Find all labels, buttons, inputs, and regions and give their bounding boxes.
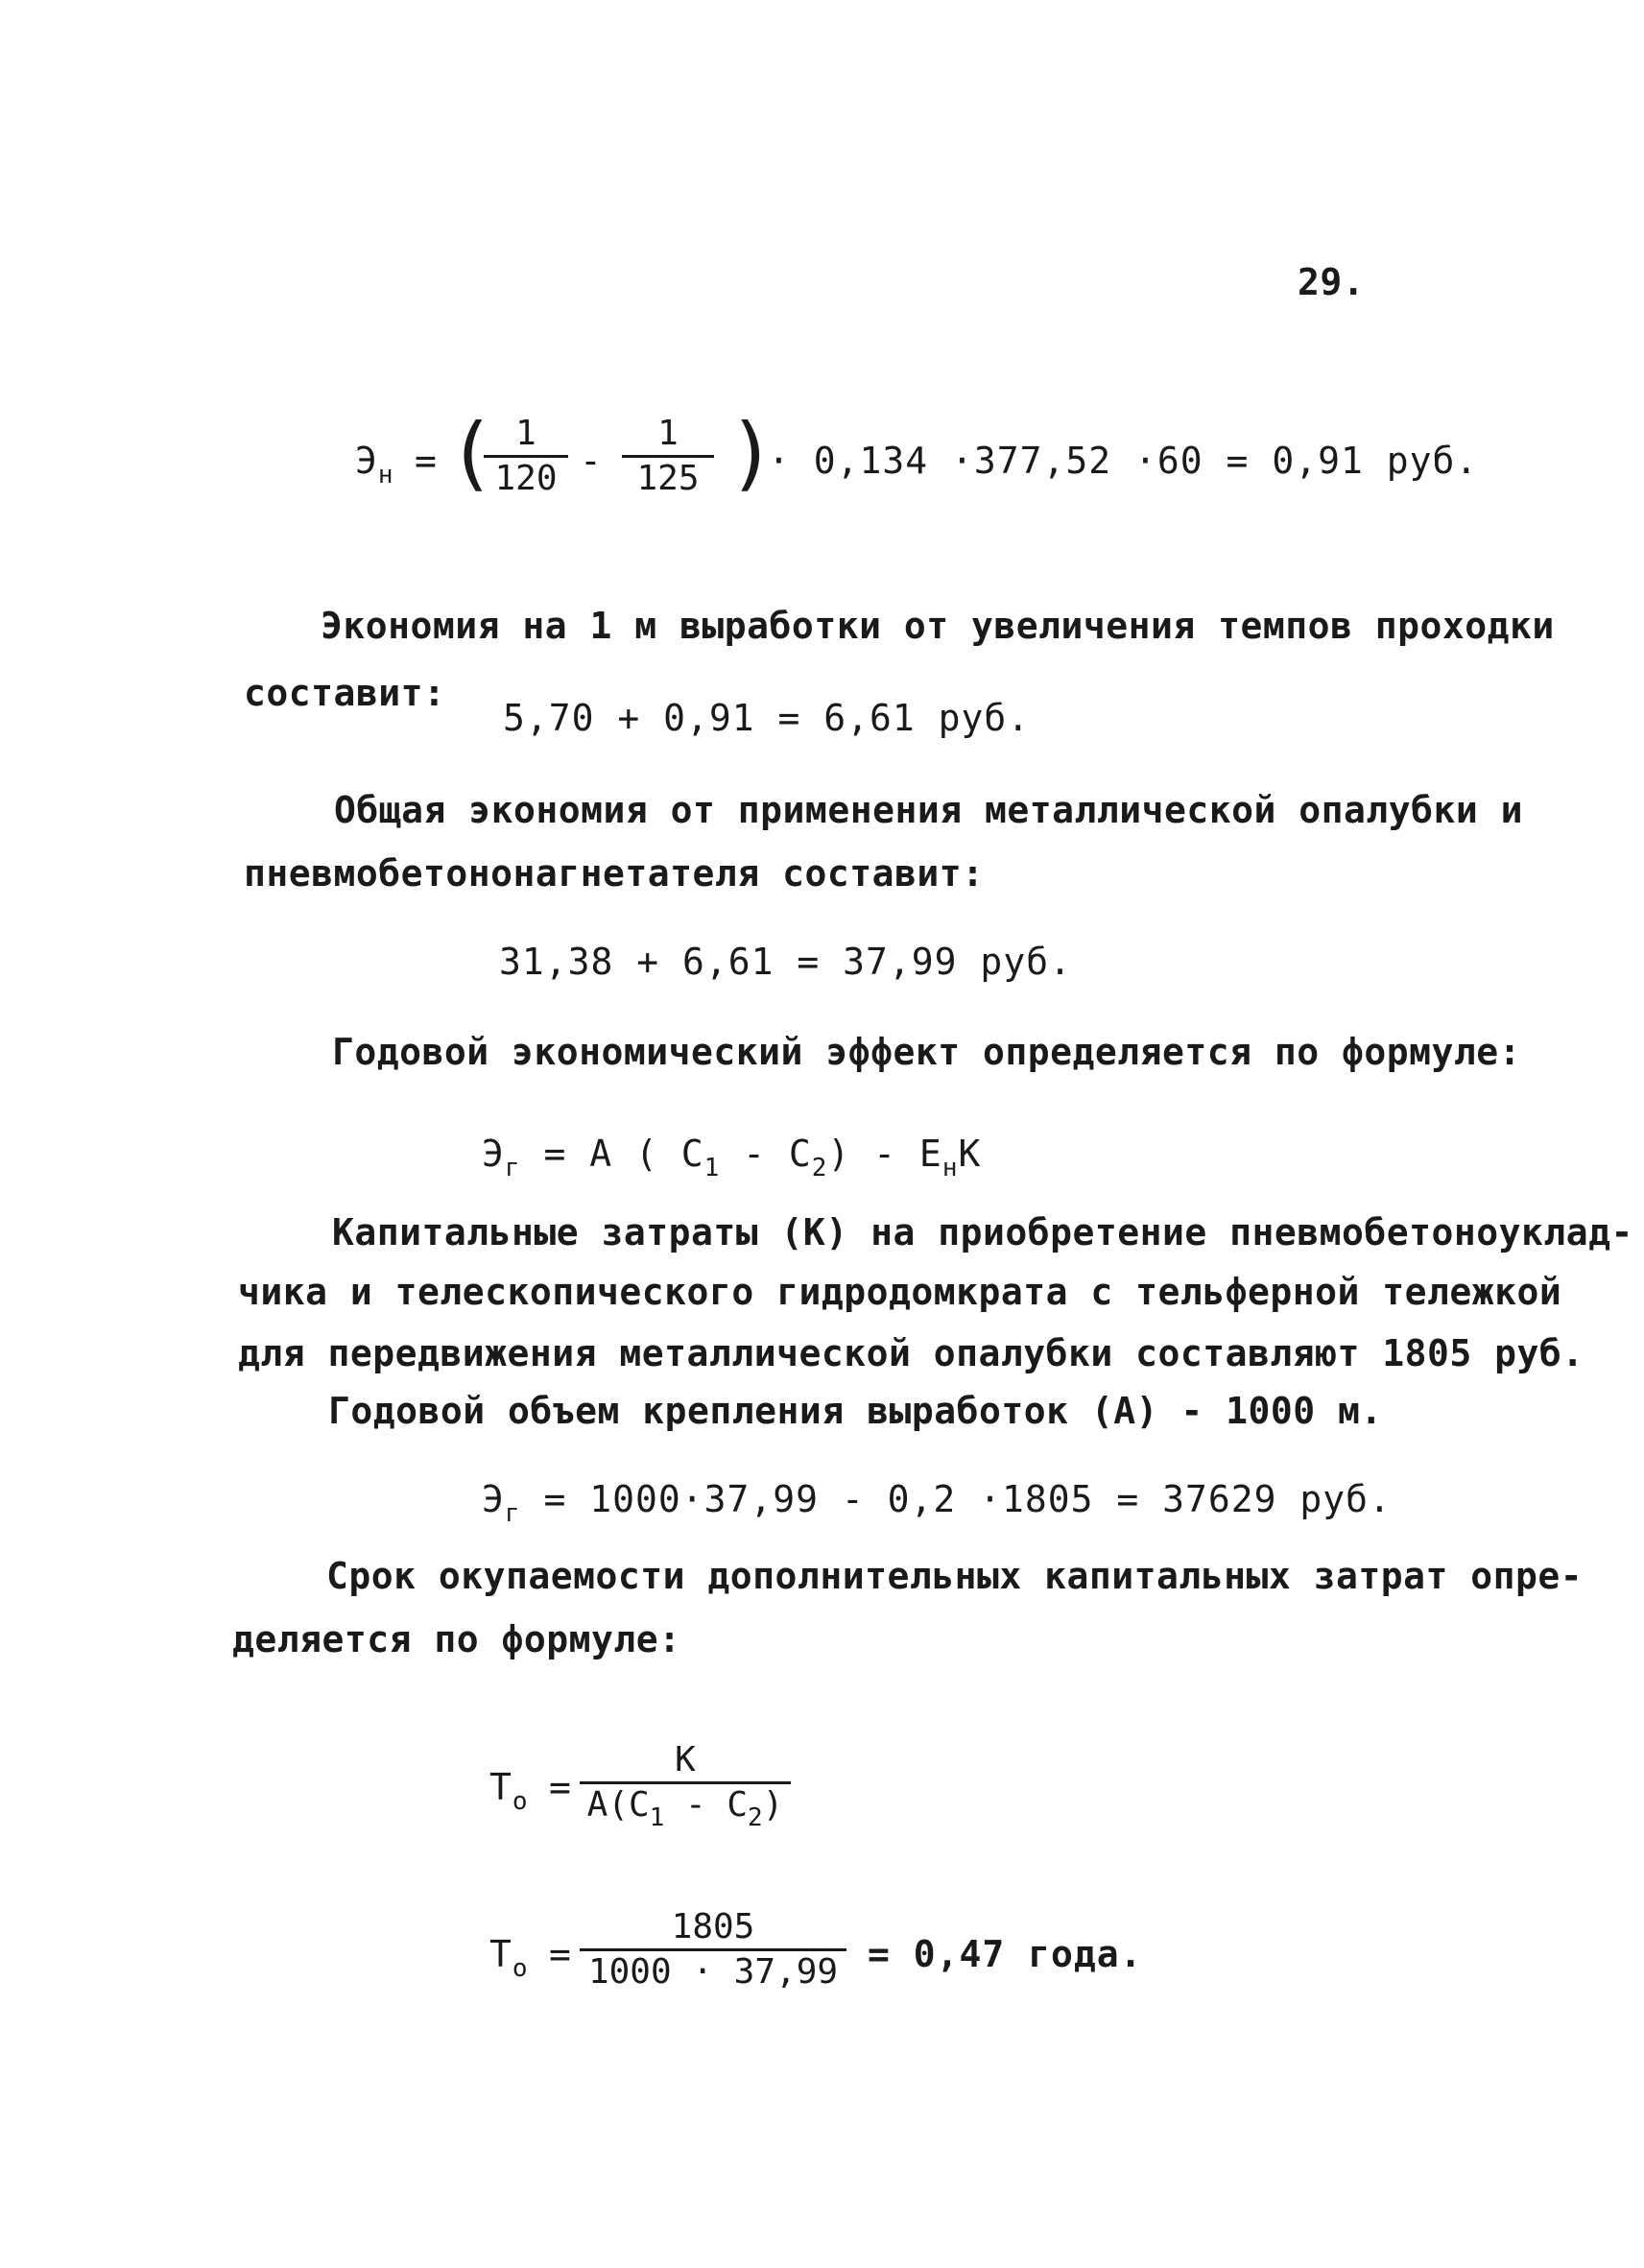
- eq1-left-paren: (: [447, 406, 496, 500]
- eq5-equals: =: [549, 1933, 572, 1975]
- equation-annual-effect: [482, 1133, 981, 1182]
- paragraph-savings-line1: Экономия на 1 м выработки от увеличения темпов проходки: [321, 605, 1555, 647]
- calc-total-savings: 31,38 + 6,61 = 37,99 руб.: [499, 941, 1072, 983]
- paragraph-savings-line2: составит:: [244, 672, 446, 714]
- eq4-numerator: К: [675, 1740, 696, 1779]
- eq1-frac1-numerator: 1: [515, 414, 536, 453]
- eq2-part3: ) - Е: [827, 1133, 942, 1175]
- eq1-frac2-denominator: 125: [636, 459, 700, 498]
- eq2-part4: К: [958, 1133, 982, 1175]
- eq1-fraction-1: [484, 413, 568, 500]
- eq4-denominator: [580, 1784, 791, 1839]
- eq4-den-sub2: 2: [748, 1803, 763, 1832]
- eq2-part1: = А ( С: [543, 1133, 704, 1175]
- paragraph-annual-effect: Годовой экономический эффект определяется по формуле:: [332, 1031, 1522, 1073]
- eq1-frac2-numerator: 1: [657, 414, 679, 453]
- eq4-equals: =: [549, 1766, 572, 1808]
- eq5-lhs-symbol: Т: [489, 1933, 512, 1975]
- eq1-minus: -: [580, 440, 603, 482]
- eq5-lhs-subscript: о: [512, 1954, 529, 1983]
- eq5-denominator: 1000 · 37,99: [587, 1952, 839, 1992]
- eq1-frac1-denominator: 120: [494, 459, 558, 498]
- eq1-equals: =: [415, 440, 438, 482]
- eq1-lhs: [355, 440, 394, 489]
- eq1-right-paren: ): [727, 406, 776, 500]
- eq5-numerator: 1805: [671, 1907, 755, 1946]
- calc-savings-per-meter: 5,70 + 0,91 = 6,61 руб.: [503, 697, 1031, 739]
- eq4-den-c: ): [762, 1785, 784, 1825]
- paragraph-capital-costs-line1: Капитальные затраты (К) на приобретение пневмобетоноуклад-: [332, 1211, 1633, 1253]
- paragraph-total-savings-line2: пневмобетононагнетателя составит:: [244, 852, 985, 895]
- paragraph-capital-costs-line2: чика и телескопического гидродомкрата с тельферной тележкой: [238, 1271, 1562, 1313]
- eq5-rhs: = 0,47 года.: [868, 1933, 1143, 1975]
- eq4-den-sub1: 1: [649, 1803, 665, 1832]
- eq3-lhs-subscript: г: [504, 1499, 521, 1528]
- eq2-sub3: н: [941, 1154, 959, 1182]
- eq3-lhs-symbol: Э: [482, 1478, 505, 1520]
- eq4-lhs-symbol: Т: [489, 1766, 512, 1808]
- eq4-lhs-subscript: о: [512, 1787, 529, 1816]
- eq5-lhs: [489, 1933, 529, 1983]
- eq4-den-a: А(С: [586, 1785, 650, 1825]
- eq1-lhs-symbol: Э: [355, 440, 378, 482]
- eq4-den-b: - С: [664, 1785, 749, 1825]
- paragraph-payback-line1: Срок окупаемости дополнительных капитальных затрат опре-: [326, 1555, 1584, 1597]
- eq2-sub1: 1: [703, 1154, 721, 1182]
- eq2-lhs-symbol: Э: [482, 1133, 505, 1175]
- eq2-sub2: 2: [811, 1154, 828, 1182]
- paragraph-total-savings-line1: Общая экономия от применения металлической опалубки и: [334, 789, 1524, 831]
- eq2-part2: - С: [720, 1133, 812, 1175]
- eq2-lhs-subscript: г: [504, 1154, 521, 1182]
- page-number: 29.: [1298, 261, 1366, 303]
- eq5-fraction: [580, 1906, 846, 1993]
- eq1-fraction-2: [622, 413, 714, 500]
- eq4-lhs: [489, 1766, 529, 1816]
- paragraph-capital-costs-line3: для передвижения металлической опалубки составляют 1805 руб.: [238, 1332, 1584, 1374]
- paragraph-annual-volume: Годовой объем крепления выработок (А) - 1000 м.: [328, 1390, 1383, 1432]
- eq1-lhs-subscript: н: [377, 461, 394, 489]
- equation-annual-effect-value: [482, 1478, 1392, 1528]
- eq4-fraction: [580, 1739, 791, 1839]
- eq1-rhs: · 0,134 ·377,52 ·60 = 0,91 руб.: [768, 440, 1479, 482]
- paragraph-payback-line2: деляется по формуле:: [232, 1618, 681, 1660]
- eq3-rhs: = 1000·37,99 - 0,2 ·1805 = 37629 руб.: [543, 1478, 1392, 1520]
